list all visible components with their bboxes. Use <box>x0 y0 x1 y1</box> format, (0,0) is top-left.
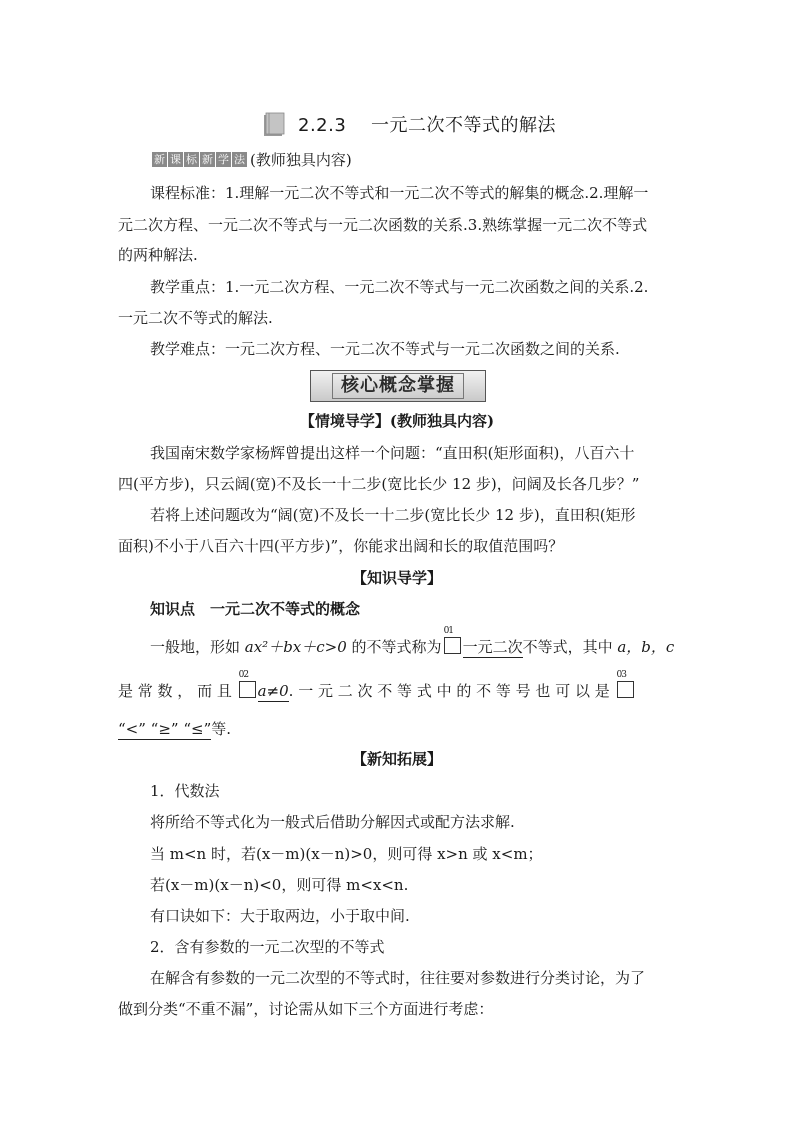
section-title <box>262 108 556 140</box>
knowledge-point-title: 知识点 一元二次不等式的概念 <box>150 600 361 618</box>
item2-title: 2．含有参数的一元二次型的不等式 <box>150 938 385 956</box>
standards-line-3: 的两种解法. <box>118 246 198 264</box>
math-vars: a，b，c <box>617 638 675 656</box>
blank-answer: a≠0 <box>257 682 289 700</box>
section-number: 2.2.3 <box>298 115 347 136</box>
page-title <box>298 111 556 137</box>
section-heading: 一元二次不等式的解法 <box>371 115 557 136</box>
tag-char: 新 <box>154 152 165 166</box>
knowledge-heading <box>0 567 794 589</box>
text: 的不等式称为 <box>346 638 442 656</box>
blank-number: 01 <box>443 626 454 636</box>
scenario-heading <box>0 410 794 432</box>
rhyme: 有口诀如下：大于取两边，小于取中间. <box>150 907 410 925</box>
knowledge-heading-text: 【知识导学】 <box>351 569 442 587</box>
knowledge-line-1 <box>150 626 675 658</box>
tag-char: 学 <box>218 152 229 166</box>
blank-number: 03 <box>616 670 626 680</box>
tag-row <box>152 148 352 170</box>
knowledge-line-2 <box>118 670 636 702</box>
scenario-heading-text: 【情境导学】(教师独具内容) <box>299 412 495 430</box>
core-concept-banner <box>310 370 486 402</box>
difficulty-line-1: 教学难点：一元二次方程、一元二次不等式与一元二次函数之间的关系. <box>150 340 620 358</box>
text: 是 常 数 ， 而 且 <box>118 682 237 700</box>
text: . 一 元 二 次 不 等 式 中 的 不 等 号 也 可 以 是 <box>288 682 615 700</box>
scenario-p2-line-1: 若将上述问题改为“阔(宽)不及长一十二步(宽比长少 12 步)，直田积(矩形 <box>150 506 636 524</box>
tag-char: 新 <box>202 152 213 166</box>
blank-box <box>238 670 256 698</box>
text: 等. <box>211 720 232 738</box>
knowledge-line-3 <box>118 718 231 740</box>
book-icon <box>262 111 286 137</box>
key-points-line-2: 一元二次不等式的解法. <box>118 309 273 327</box>
blank-box <box>443 626 461 654</box>
blank-answer: “<” “≥” “≤” <box>118 720 212 738</box>
expansion-heading <box>0 748 794 770</box>
standards-line-2: 元二次方程、一元二次不等式与一元二次函数的关系.3.熟练掌握一元二次不等式 <box>118 216 648 234</box>
text: 不等式，其中 <box>522 638 618 656</box>
blank-box <box>616 670 634 698</box>
tag-char: 标 <box>186 152 197 166</box>
tag-char: 课 <box>170 152 181 166</box>
math-expression: ax²＋bx＋c>0 <box>244 638 347 656</box>
item1-text: 将所给不等式化为一般式后借助分解因式或配方法求解. <box>150 813 515 831</box>
item1-title: 1．代数法 <box>150 782 220 800</box>
case-2: 若(x－m)(x－n)<0，则可得 m<x<n. <box>150 876 409 894</box>
blank-answer: 一元二次 <box>462 638 523 656</box>
scenario-p2-line-2: 面积)不小于八百六十四(平方步)”，你能求出阔和长的取值范围吗？ <box>118 537 564 555</box>
expansion-heading-text: 【新知拓展】 <box>351 750 442 768</box>
text: 一般地，形如 <box>150 638 245 656</box>
item2-line-2: 做到分类“不重不漏”，讨论需从如下三个方面进行考虑： <box>118 1000 494 1018</box>
scenario-p1-line-1: 我国南宋数学家杨辉曾提出这样一个问题：“直田积(矩形面积)，八百六十 <box>150 444 635 462</box>
tag-char: 法 <box>234 152 245 166</box>
standards-line-1: 课程标准：1.理解一元二次不等式和一元二次不等式的解集的概念.2.理解一 <box>150 184 649 202</box>
case-1: 当 m<n 时，若(x－m)(x－n)>0，则可得 x>n 或 x<m； <box>150 845 543 863</box>
item2-line-1: 在解含有参数的一元二次型的不等式时，往往要对参数进行分类讨论，为了 <box>150 969 646 987</box>
blank-number: 02 <box>238 670 249 680</box>
tag-note: (教师独具内容) <box>250 150 352 169</box>
scenario-p1-line-2: 四(平方步)，只云阔(宽)不及长一十二步(宽比长少 12 步)，问阔及长各几步？” <box>118 475 640 493</box>
banner-label: 核心概念掌握 <box>332 373 464 399</box>
key-points-line-1: 教学重点：1.一元二次方程、一元二次不等式与一元二次函数之间的关系.2. <box>150 278 649 296</box>
